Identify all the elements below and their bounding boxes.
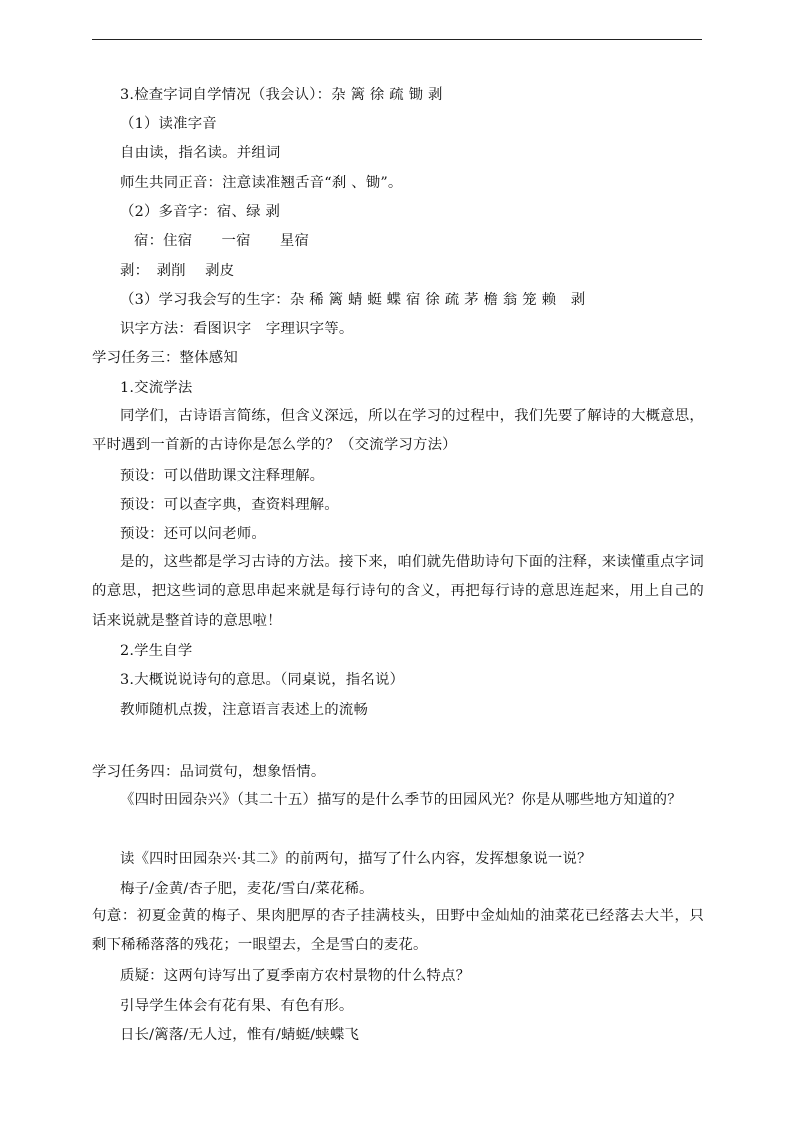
guide-line: 引导学生体会有花有果、有色有形。: [120, 998, 354, 1014]
task-3-step-1: 1.交流学法: [120, 380, 193, 396]
task-3-paragraph-2: 是的，这些都是学习古诗的方法。接下来，咱们就先借助诗句下面的注释，来读懂重点字词的意思，把这些词的意思串起来就是每行诗句的含义，再把每行诗的意思连起来，用上自己的话来说就是整首诗的意思啦！: [92, 554, 704, 629]
task-3-paragraph-1: 同学们，古诗语言简练，但含义深远，所以在学习的过程中，我们先要了解诗的大概意思，平时遇到一首新的古诗你是怎么学的？（交流学习方法）: [92, 408, 704, 454]
verse-1-line: 梅子/金黄/杏子肥，麦花/雪白/菜花稀。: [120, 881, 374, 897]
free-read-line: 自由读，指名读。并组词: [120, 145, 281, 161]
preset-1-line: 预设：可以借助课文注释理解。: [120, 468, 325, 484]
polyphones-line: （2）多音字：宿、绿 剥: [120, 204, 281, 220]
verse-2-line: 日长/篱落/无人过，惟有/蜻蜓/蛱蝶飞: [120, 1027, 360, 1043]
task-4-question-1: 《四时田园杂兴》（其二十五）描写的是什么季节的田园风光？你是从哪些地方知道的？: [120, 792, 682, 808]
write-chars-line: （3）学习我会写的生字：杂 稀 篱 蜻 蜓 蝶 宿 徐 疏 茅 檐 翁 笼 赖 剥: [120, 292, 586, 308]
meaning-paragraph: 句意：初夏金黄的梅子、果肉肥厚的杏子挂满枝头，田野中金灿灿的油菜花已经落去大半，只剩下稀稀落落的残花；一眼望去，全是雪白的麦花。: [92, 908, 704, 954]
preset-3-line: 预设：还可以问老师。: [120, 526, 266, 542]
query-line: 质疑：这两句诗写出了夏季南方农村景物的什么特点？: [120, 968, 471, 984]
task-4-heading: 学习任务四：品词赏句，想象悟情。: [92, 764, 326, 780]
task-3-step-2: 2.学生自学: [120, 643, 193, 659]
literacy-method-line: 识字方法：看图识字 字理识字等。: [120, 321, 354, 337]
su-words-line: 宿：住宿 一宿 星宿: [134, 233, 310, 249]
teacher-note-line: 教师随机点拨，注意语言表述上的流畅: [120, 702, 369, 718]
preset-2-line: 预设：可以查字典，查资料理解。: [120, 497, 339, 513]
task-3-heading: 学习任务三：整体感知: [92, 350, 238, 366]
task-3-step-3: 3.大概说说诗句的意思。（同桌说，指名说）: [120, 672, 405, 688]
check-words-line: 3.检查字词自学情况（我会认）：杂 篱 徐 疏 锄 剥: [120, 87, 443, 103]
bo-words-line: 剥： 剥削 剥皮: [120, 263, 235, 279]
correct-sounds-line: 师生共同正音：注意读准翘舌音“刹 、锄”。: [120, 175, 403, 191]
task-4-question-2: 读《四时田园杂兴·其二》的前两句，描写了什么内容，发挥想象说一说？: [120, 851, 592, 867]
read-sounds-line: （1）读准字音: [120, 116, 217, 132]
